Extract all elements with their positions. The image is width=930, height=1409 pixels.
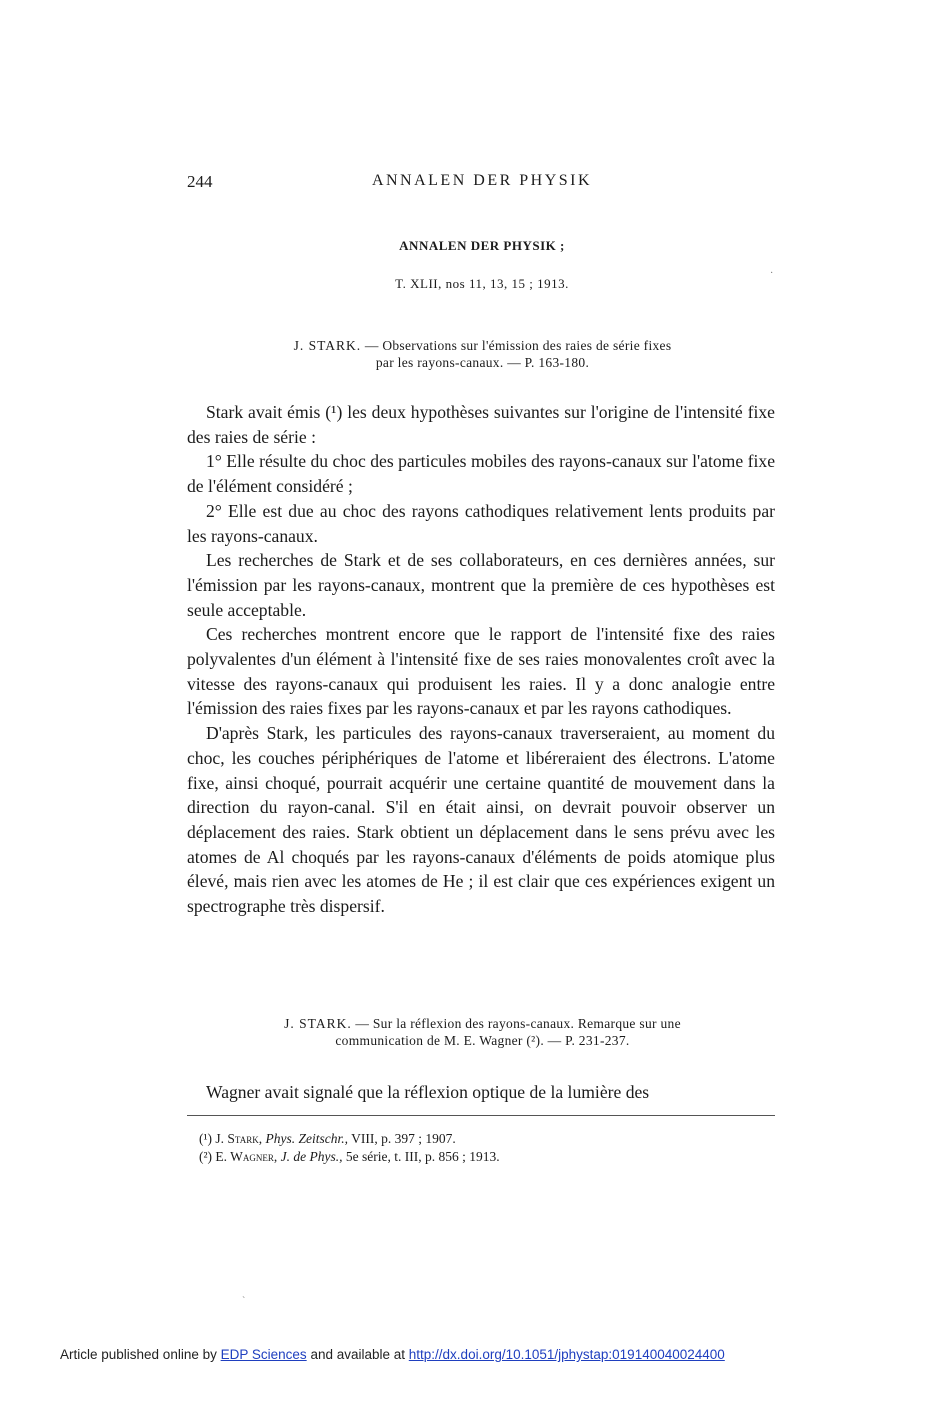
article-2-title: Sur la réflexion des rayons-canaux. Remarque sur une — [372, 1016, 681, 1031]
doi-link[interactable]: http://dx.doi.org/10.1051/jphystap:019140040024400 — [408, 1347, 725, 1362]
publisher-notice — [60, 1347, 725, 1362]
footnote-author: E. Wagner, — [215, 1149, 278, 1164]
article-1-paragraph: Les recherches de Stark et de ses collaborateurs, en ces dernières années, sur l'émission par les rayons-canaux, montrent que la première de ces hypothèses est seule acceptable. — [187, 550, 775, 620]
footnote-mark: (¹) — [199, 1131, 213, 1146]
notice-prefix: Article published online by — [60, 1347, 217, 1362]
footnote-author: J. Stark, — [215, 1131, 263, 1146]
footnotes — [199, 1130, 759, 1166]
article-1-paragraph: Stark avait émis (¹) les deux hypothèses suivantes sur l'origine de l'intensité fixe des raies de série : — [187, 402, 775, 447]
article-2-author: J. STARK. — [284, 1016, 352, 1031]
article-2-paragraph: Wagner avait signalé que la réflexion optique de la lumière des — [206, 1082, 650, 1102]
article-1-paragraph: 2° Elle est due au choc des rayons cathodiques relativement lents produits par les rayons-canaux. — [187, 500, 775, 546]
page-number: 244 — [187, 172, 213, 191]
footnote — [199, 1148, 759, 1166]
article-1-title: Observations sur l'émission des raies de série fixes — [382, 338, 672, 353]
footnote — [199, 1130, 759, 1148]
article-2-heading — [205, 1015, 760, 1049]
article-1-dash: — — [361, 338, 383, 353]
article-1-paragraph: D'après Stark, les particules des rayons-canaux traverseraient, au moment du choc, les couches périphériques de l'atome et libéreraient des électrons. L'atome fixe, ainsi choqué, pourrait acquérir une certaine quantité de mouvement dans la direction du rayon-canal. S'il en était ainsi, on devrait pouvoir observer un déplacement des raies. Stark obtient un déplacement dans le sens prévu avec les atomes de Al choqués par les rayons-canaux d'éléments de poids atomique plus élevé, mais rien avec les atomes de He ; il est clair que ces expériences exigent un spectrographe très dispersif. — [187, 723, 775, 917]
article-1-body — [187, 400, 775, 919]
article-1-heading — [205, 337, 760, 371]
running-title: ANNALEN DER PHYSIK — [371, 172, 593, 189]
footnote-journal: Phys. Zeitschr., — [265, 1131, 348, 1146]
article-2-body — [187, 1080, 775, 1105]
article-1-paragraph: 1° Elle résulte du choc des particules mobiles des rayons-canaux sur l'atome fixe de l'élément considéré ; — [187, 451, 775, 497]
article-1-heading-line2: par les rayons-canaux. — P. 163-180. — [375, 355, 590, 370]
running-head — [187, 172, 777, 194]
article-1-paragraph: Ces recherches montrent encore que le rapport de l'intensité fixe des raies polyvalentes d'un élément à l'intensité fixe de ses raies monovalentes croît avec la vitesse des rayons-canaux qui produisent les raies. Il y a donc analogie entre l'émission des raies fixes par les rayons-canaux et par les rayons cathodiques. — [187, 624, 775, 719]
scan-speck: ˋ — [242, 1296, 246, 1307]
footnote-details: VIII, p. 397 ; 1907. — [351, 1131, 456, 1146]
footnote-journal: J. de Phys., — [280, 1149, 343, 1164]
article-2-heading-line1 — [205, 1015, 760, 1032]
journal-volume: T. XLII, nos 11, 13, 15 ; 1913. — [395, 276, 569, 291]
article-1-heading-line1 — [205, 337, 760, 354]
journal-title: ANNALEN DER PHYSIK ; — [399, 238, 565, 253]
publisher-link[interactable]: EDP Sciences — [220, 1347, 307, 1362]
notice-middle: and available at — [310, 1347, 406, 1362]
footnote-mark: (²) — [199, 1149, 213, 1164]
article-2-heading-line2: communication de M. E. Wagner (²). — P. 231-237. — [335, 1033, 630, 1048]
footnote-rule — [187, 1115, 775, 1116]
article-2-dash: — — [351, 1016, 373, 1031]
footnote-details: 5e série, t. III, p. 856 ; 1913. — [345, 1149, 500, 1164]
article-1-author: J. STARK. — [293, 338, 362, 353]
scan-speck: · — [770, 268, 774, 279]
